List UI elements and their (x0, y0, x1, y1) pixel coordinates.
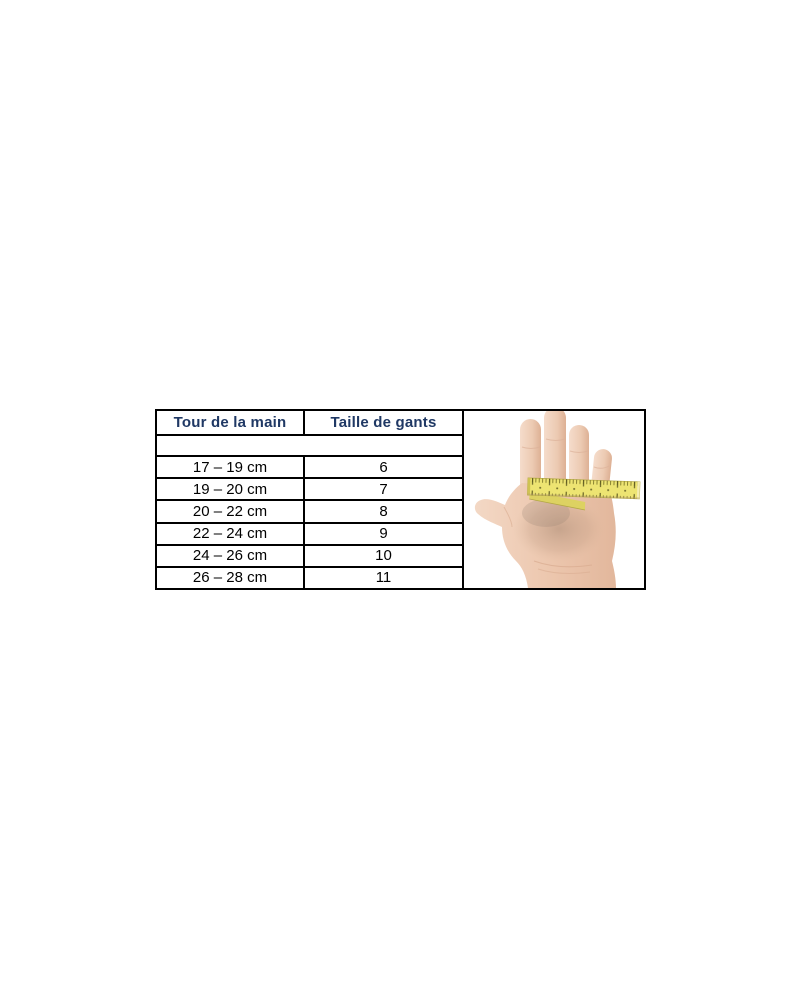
header-hand-circumference: Tour de la main (156, 410, 304, 435)
cell-hand-circumference: 24 – 26 cm (156, 545, 304, 567)
hand-photo-cell (463, 410, 645, 589)
cell-glove-size: 7 (304, 478, 463, 500)
hand-with-measuring-tape-photo (464, 411, 642, 588)
cell-glove-size: 11 (304, 567, 463, 589)
table-header-row (156, 410, 645, 435)
cell-hand-circumference: 19 – 20 cm (156, 478, 304, 500)
cell-glove-size: 10 (304, 545, 463, 567)
cell-glove-size: 8 (304, 500, 463, 522)
cell-hand-circumference: 26 – 28 cm (156, 567, 304, 589)
cell-hand-circumference: 17 – 19 cm (156, 456, 304, 478)
cell-glove-size: 6 (304, 456, 463, 478)
glove-size-table (155, 409, 646, 590)
empty-cell (156, 435, 463, 456)
header-glove-size: Taille de gants (304, 410, 463, 435)
cell-glove-size: 9 (304, 523, 463, 545)
cell-hand-circumference: 20 – 22 cm (156, 500, 304, 522)
cell-hand-circumference: 22 – 24 cm (156, 523, 304, 545)
